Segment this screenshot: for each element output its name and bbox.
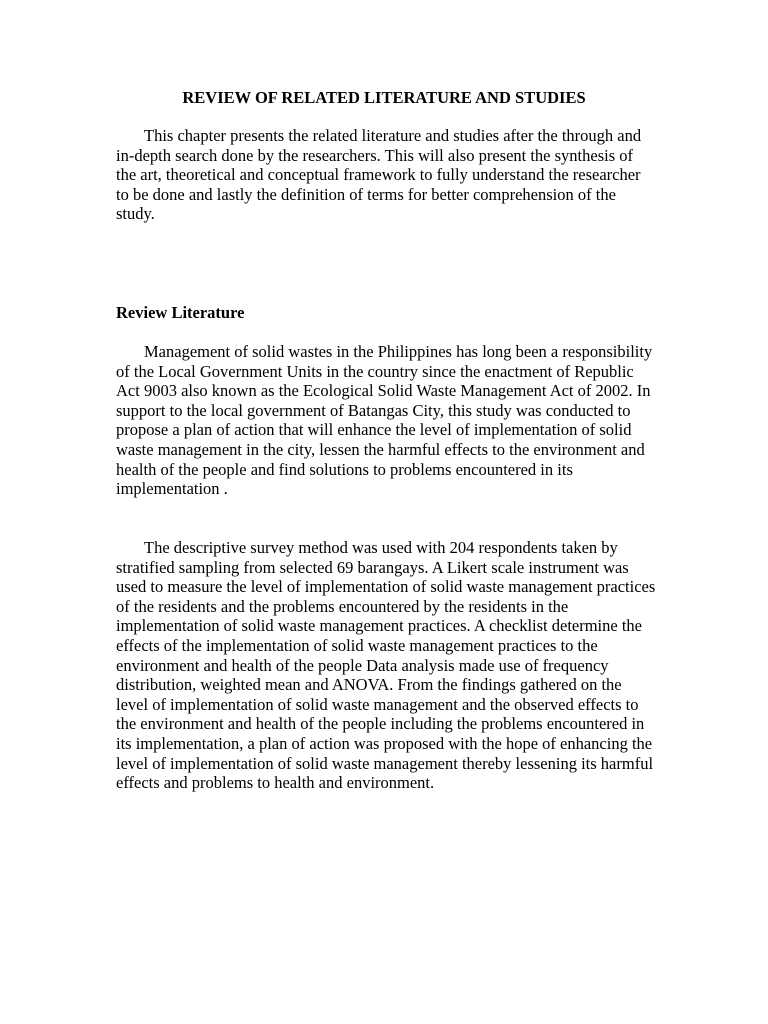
page-title: REVIEW OF RELATED LITERATURE AND STUDIES (182, 88, 586, 107)
paragraph-solid-waste-management: Management of solid wastes in the Philippines has long been a responsibility of the Local Government Units in the country since the enactment of Republic Act 9003 also known as the Ecological Solid Waste Management Act of 2002. In support to the local government of Batangas City, this study was conducted to propose a plan of action that will enhance the level of implementation of solid waste management in the city, lessen the harmful effects to the environment and health of the people and find solutions to problems encountered in its implementation . (116, 342, 653, 499)
intro-paragraph: This chapter presents the related literature and studies after the through and in-depth search done by the researchers. This will also present the synthesis of the art, theoretical and conceptual framework to fully understand the researcher to be done and lastly the definition of terms for better comprehension of the study. (116, 126, 642, 224)
paragraph-survey-method: The descriptive survey method was used with 204 respondents taken by stratified sampling from selected 69 barangays. A Likert scale instrument was used to measure the level of implementation of solid waste management practices of the residents and the problems encountered by the residents in the implementation of solid waste management practices. A checklist determine the effects of the implementation of solid waste management practices to the environment and health of the people Data analysis made use of frequency distribution, weighted mean and ANOVA. From the findings gathered on the level of implementation of solid waste management and the observed effects to the environment and health of the people including the problems encountered in its implementation, a plan of action was proposed with the hope of enhancing the level of implementation of solid waste management thereby lessening its harmful effects and problems to health and environment. (116, 538, 656, 793)
section-heading-review-literature: Review Literature (116, 303, 245, 322)
